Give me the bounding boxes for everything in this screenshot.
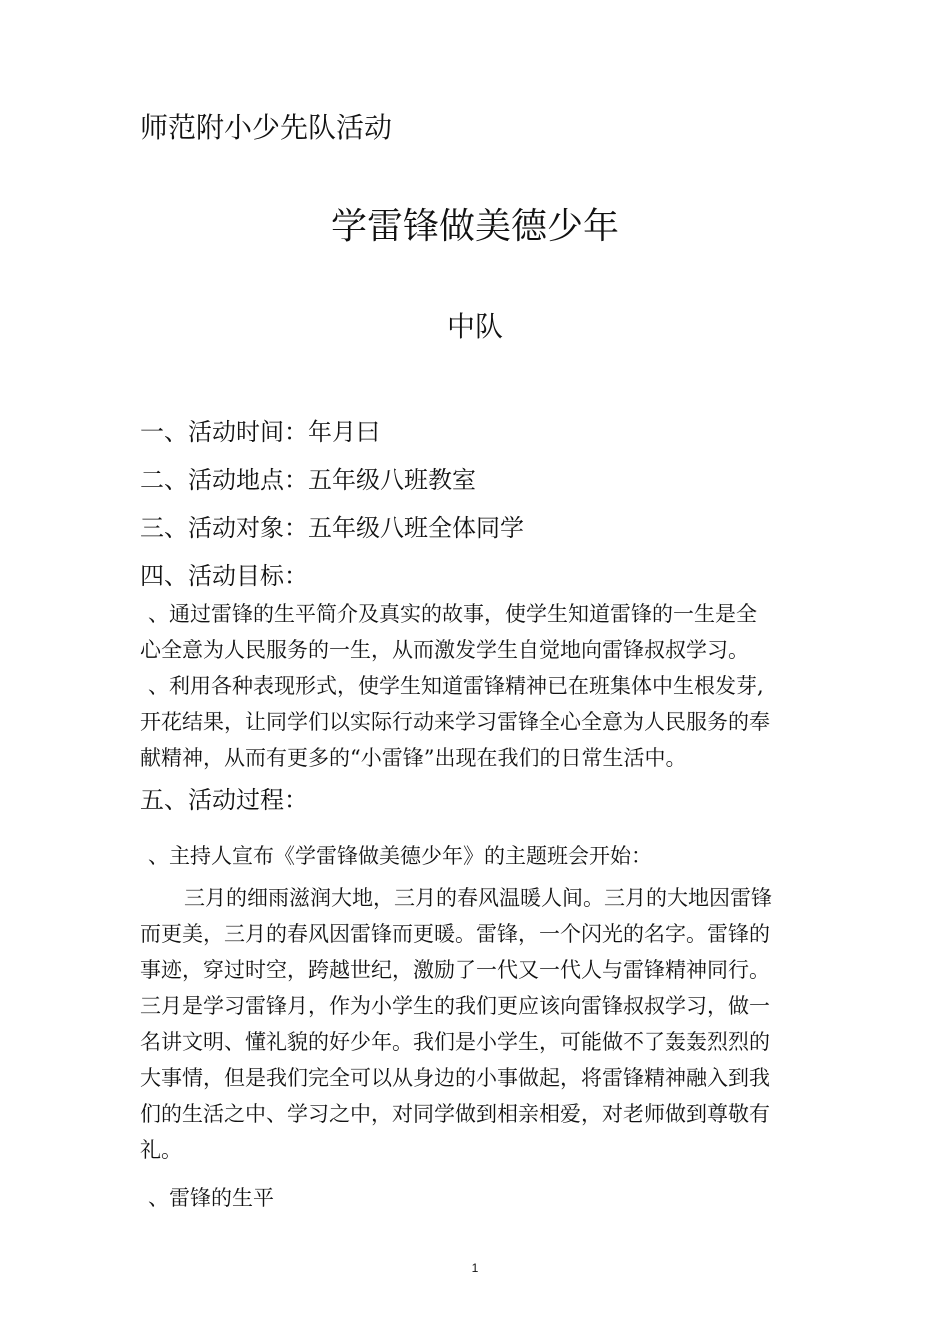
speech-paragraph (140, 880, 812, 1168)
page-number: 1 (471, 1261, 479, 1275)
goal-1-line: 心全意为人民服务的一生，从而激发学生自觉地向雷锋叔叔学习。 (140, 638, 749, 662)
goal-paragraph-1 (140, 596, 812, 668)
goals-heading: 四、活动目标： (140, 562, 308, 590)
goal-paragraph-2 (140, 668, 812, 776)
document-header: 师范附小少先队活动 (140, 111, 393, 144)
speech-line: 名讲文明、懂礼貌的好少年。我们是小学生，可能做不了轰轰烈烈的 (140, 1030, 770, 1054)
activity-place: 二、活动地点：五年级八班教室 (140, 466, 476, 494)
speech-line: 三月是学习雷锋月，作为小学生的我们更应该向雷锋叔叔学习，做一 (140, 994, 770, 1018)
goal-1-line: 、通过雷锋的生平简介及真实的故事，使学生知道雷锋的一生是全 (148, 602, 757, 626)
activity-target: 三、活动对象：五年级八班全体同学 (140, 514, 524, 542)
process-heading: 五、活动过程： (140, 786, 308, 814)
activity-time: 一、活动时间：年月曰 (140, 418, 380, 446)
goal-2-line: 开花结果，让同学们以实际行动来学习雷锋全心全意为人民服务的奉 (140, 710, 770, 734)
speech-line: 礼。 (140, 1138, 182, 1162)
step-1: 、主持人宣布《学雷锋做美德少年》的主题班会开始： (148, 844, 652, 868)
goal-2-line: 献精神，从而有更多的“小雷锋”出现在我们的日常生活中。 (140, 746, 687, 770)
speech-line: 三月的细雨滋润大地，三月的春风温暖人间。三月的大地因雷锋 (184, 886, 772, 910)
document-title: 学雷锋做美德少年 (330, 206, 619, 247)
goal-2-line: 、利用各种表现形式，使学生知道雷锋精神已在班集体中生根发芽, (148, 674, 764, 698)
document-subtitle: 中队 (446, 310, 503, 343)
speech-line: 而更美，三月的春风因雷锋而更暖。雷锋，一个闪光的名字。雷锋的 (140, 922, 770, 946)
speech-line: 大事情，但是我们完全可以从身边的小事做起，将雷锋精神融入到我 (140, 1066, 770, 1090)
speech-line: 们的生活之中、学习之中，对同学做到相亲相爱，对老师做到尊敬有 (140, 1102, 770, 1126)
speech-line: 事迹，穿过时空，跨越世纪，激励了一代又一代人与雷锋精神同行。 (140, 958, 770, 982)
step-2: 、雷锋的生平 (148, 1186, 274, 1210)
